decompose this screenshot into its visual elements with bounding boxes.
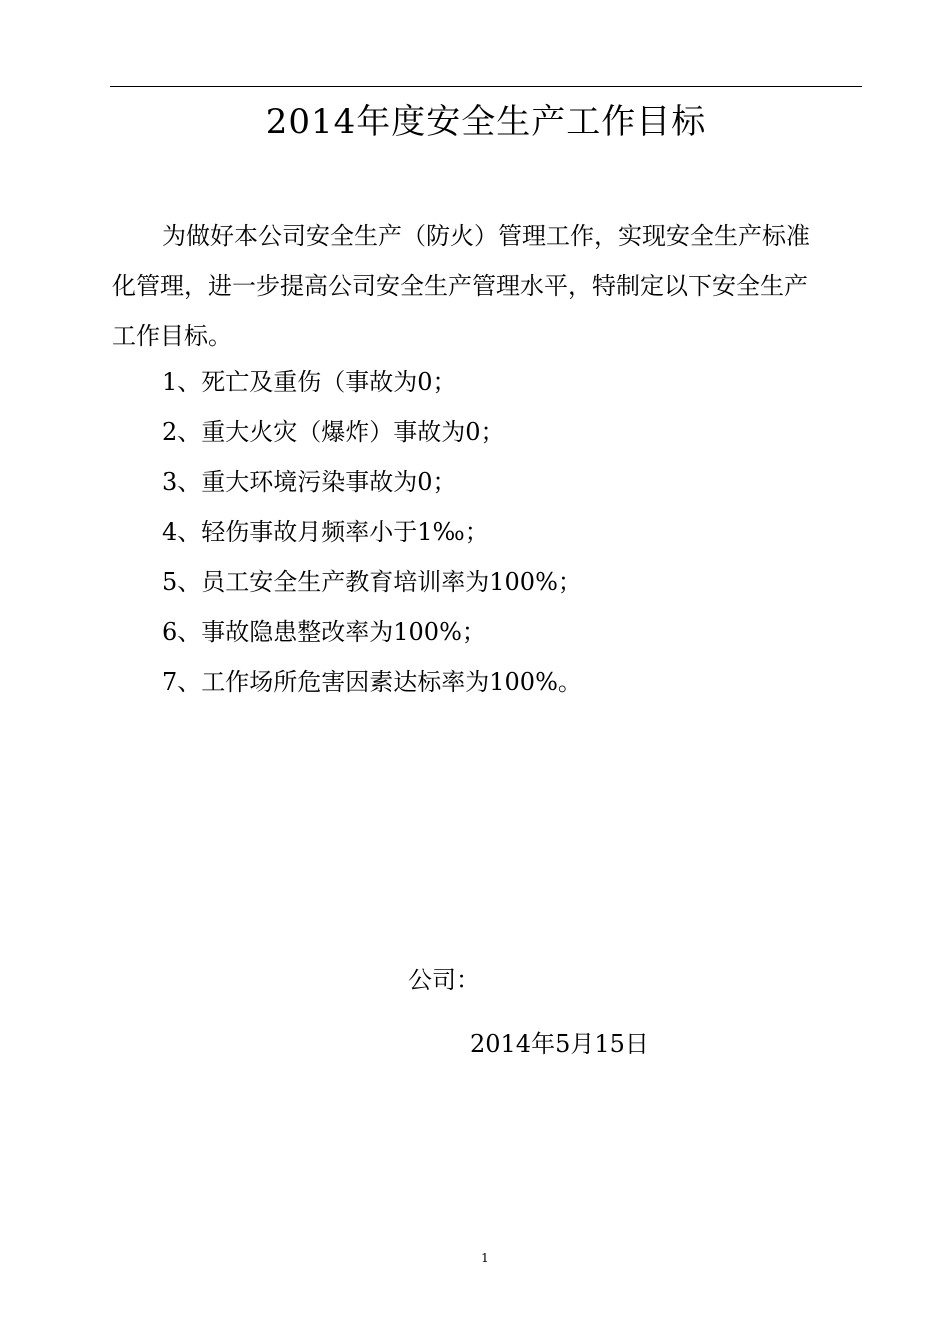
header-rule [110,86,862,87]
goal-item: 3、重大环境污染事故为0； [162,468,457,496]
signature-date: 2014年5月15日 [470,1030,649,1058]
company-label: 公司： [408,966,480,994]
intro-line: 工作目标。 [112,322,232,350]
goals-list [162,357,582,707]
page-number: 1 [481,1251,489,1265]
intro-line: 为做好本公司安全生产（防火）管理工作，实现安全生产标准 [162,222,810,250]
goal-item: 1、死亡及重伤（事故为0； [162,368,457,396]
goal-item: 6、事故隐患整改率为100%； [162,618,486,646]
intro-paragraph [112,211,862,361]
intro-line: 化管理，进一步提高公司安全生产管理水平，特制定以下安全生产 [112,272,808,300]
goal-item: 4、轻伤事故月频率小于1‰； [162,518,489,546]
goal-item: 7、工作场所危害因素达标率为100%。 [162,668,582,696]
document-title: 2014年度安全生产工作目标 [265,102,707,142]
goal-item: 5、员工安全生产教育培训率为100%； [162,568,582,596]
goal-item: 2、重大火灾（爆炸）事故为0； [162,418,505,446]
